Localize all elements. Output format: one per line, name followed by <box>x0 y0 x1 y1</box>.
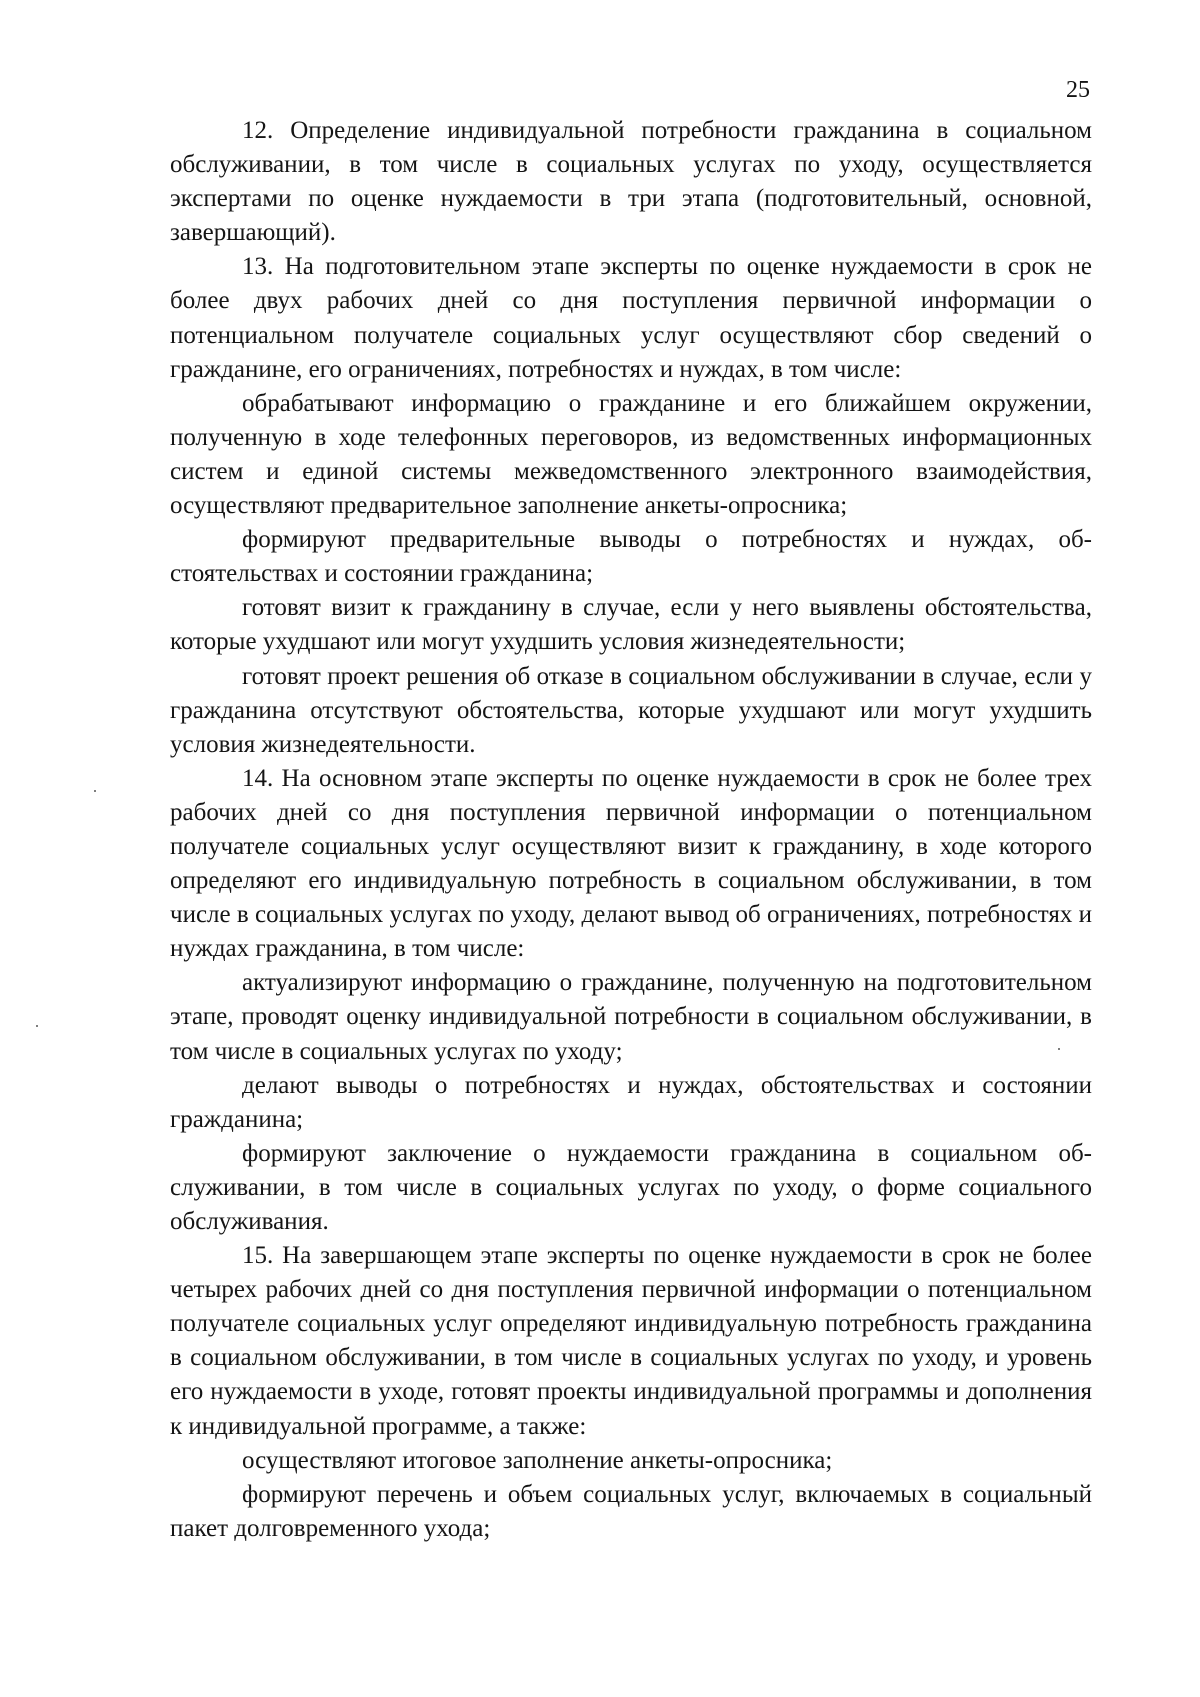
paragraph-15: 15. На завершающем этапе эксперты по оценке нуждаемости в срок не более четырех рабочих дней со дня поступления первичной информации о потенциальном получателе социальных услуг определяют индивидуальную потребность гражданина в социальном обслуживании, в том числе в социальных услугах по уходу, и уровень его нуждаемости в уходе, готовят проекты индивидуальной программы и дополнения к индивидуальной программе, а также: <box>170 1242 1092 1440</box>
paragraph-14: 14. На основном этапе эксперты по оценке нуждаемости в срок не более трех рабочих дней со дня поступления первичной информации о потенциальном получателе социальных услуг осуществляют визит к гражданину, в ходе которого определяют его индивидуальную потребность в социальном обслуживании, в том числе в социальных услугах по уходу, делают вывод об ограничениях, потребностях и нуждах гражданина, в том числе: <box>170 764 1092 963</box>
paragraph-14-item-2: делают выводы о потребностях и нуждах, обстоятельствах и состоянии гражданина; <box>170 1071 1092 1133</box>
paragraph-13-item-1: обрабатывают информацию о гражданине и его ближайшем окружении, полученную в ходе телефонных переговоров, из ведомственных информационных систем и единой системы межведомственного электронного взаимодействия, осуществляют предварительное заполнение анкеты-опросника; <box>170 389 1092 520</box>
scan-speck <box>1058 1048 1060 1050</box>
scan-speck <box>36 1025 38 1027</box>
page-number: 25 <box>1066 77 1090 103</box>
paragraph-13-item-2: формируют предварительные выводы о потребностях и нуждах, обстоятельствах и состоянии гражданина; <box>170 526 1092 588</box>
paragraph-12: 12. Определение индивидуальной потребности гражданина в социальном обслуживании, в том числе в социальных услугах по уходу, осуществляется экспертами по оценке нуждаемости в три этапа (подготовительный, основной, завершающий). <box>170 117 1092 247</box>
paragraph-13: 13. На подготовительном этапе эксперты по оценке нуждаемости в срок не более двух рабочих дней со дня поступления первичной информации о потенциальном получателе социальных услуг осуществляют сбор сведений о гражданине, его ограничениях, потребностях и нуждах, в том числе: <box>170 253 1092 383</box>
paragraph-13-item-3: готовят визит к гражданину в случае, если у него выявлены обстоятельства, которые ухудшают или могут ухудшить условия жизнедеятельности; <box>170 594 1092 656</box>
scan-speck <box>94 790 96 792</box>
paragraph-14-item-3: формируют заключение о нуждаемости гражданина в социальном обслуживании, в том числе в социальных услугах по уходу, о форме социального обслуживания. <box>170 1139 1092 1235</box>
paragraph-14-item-1: актуализируют информацию о гражданине, полученную на подготовительном этапе, проводят оценку индивидуальной потребности в социальном обслуживании, в том числе в социальных услугах по уходу; <box>170 969 1092 1065</box>
paragraph-15-item-1: осуществляют итоговое заполнение анкеты-опросника; <box>242 1446 833 1474</box>
paragraph-13-item-4: готовят проект решения об отказе в социальном обслуживании в случае, если у гражданина отсутствуют обстоятельства, которые ухудшают или могут ухудшить условия жизнедеятельности. <box>170 662 1092 758</box>
paragraph-15-item-2: формируют перечень и объем социальных услуг, включаемых в социальный пакет долговременного ухода; <box>170 1480 1092 1542</box>
document-body <box>170 114 1092 1546</box>
